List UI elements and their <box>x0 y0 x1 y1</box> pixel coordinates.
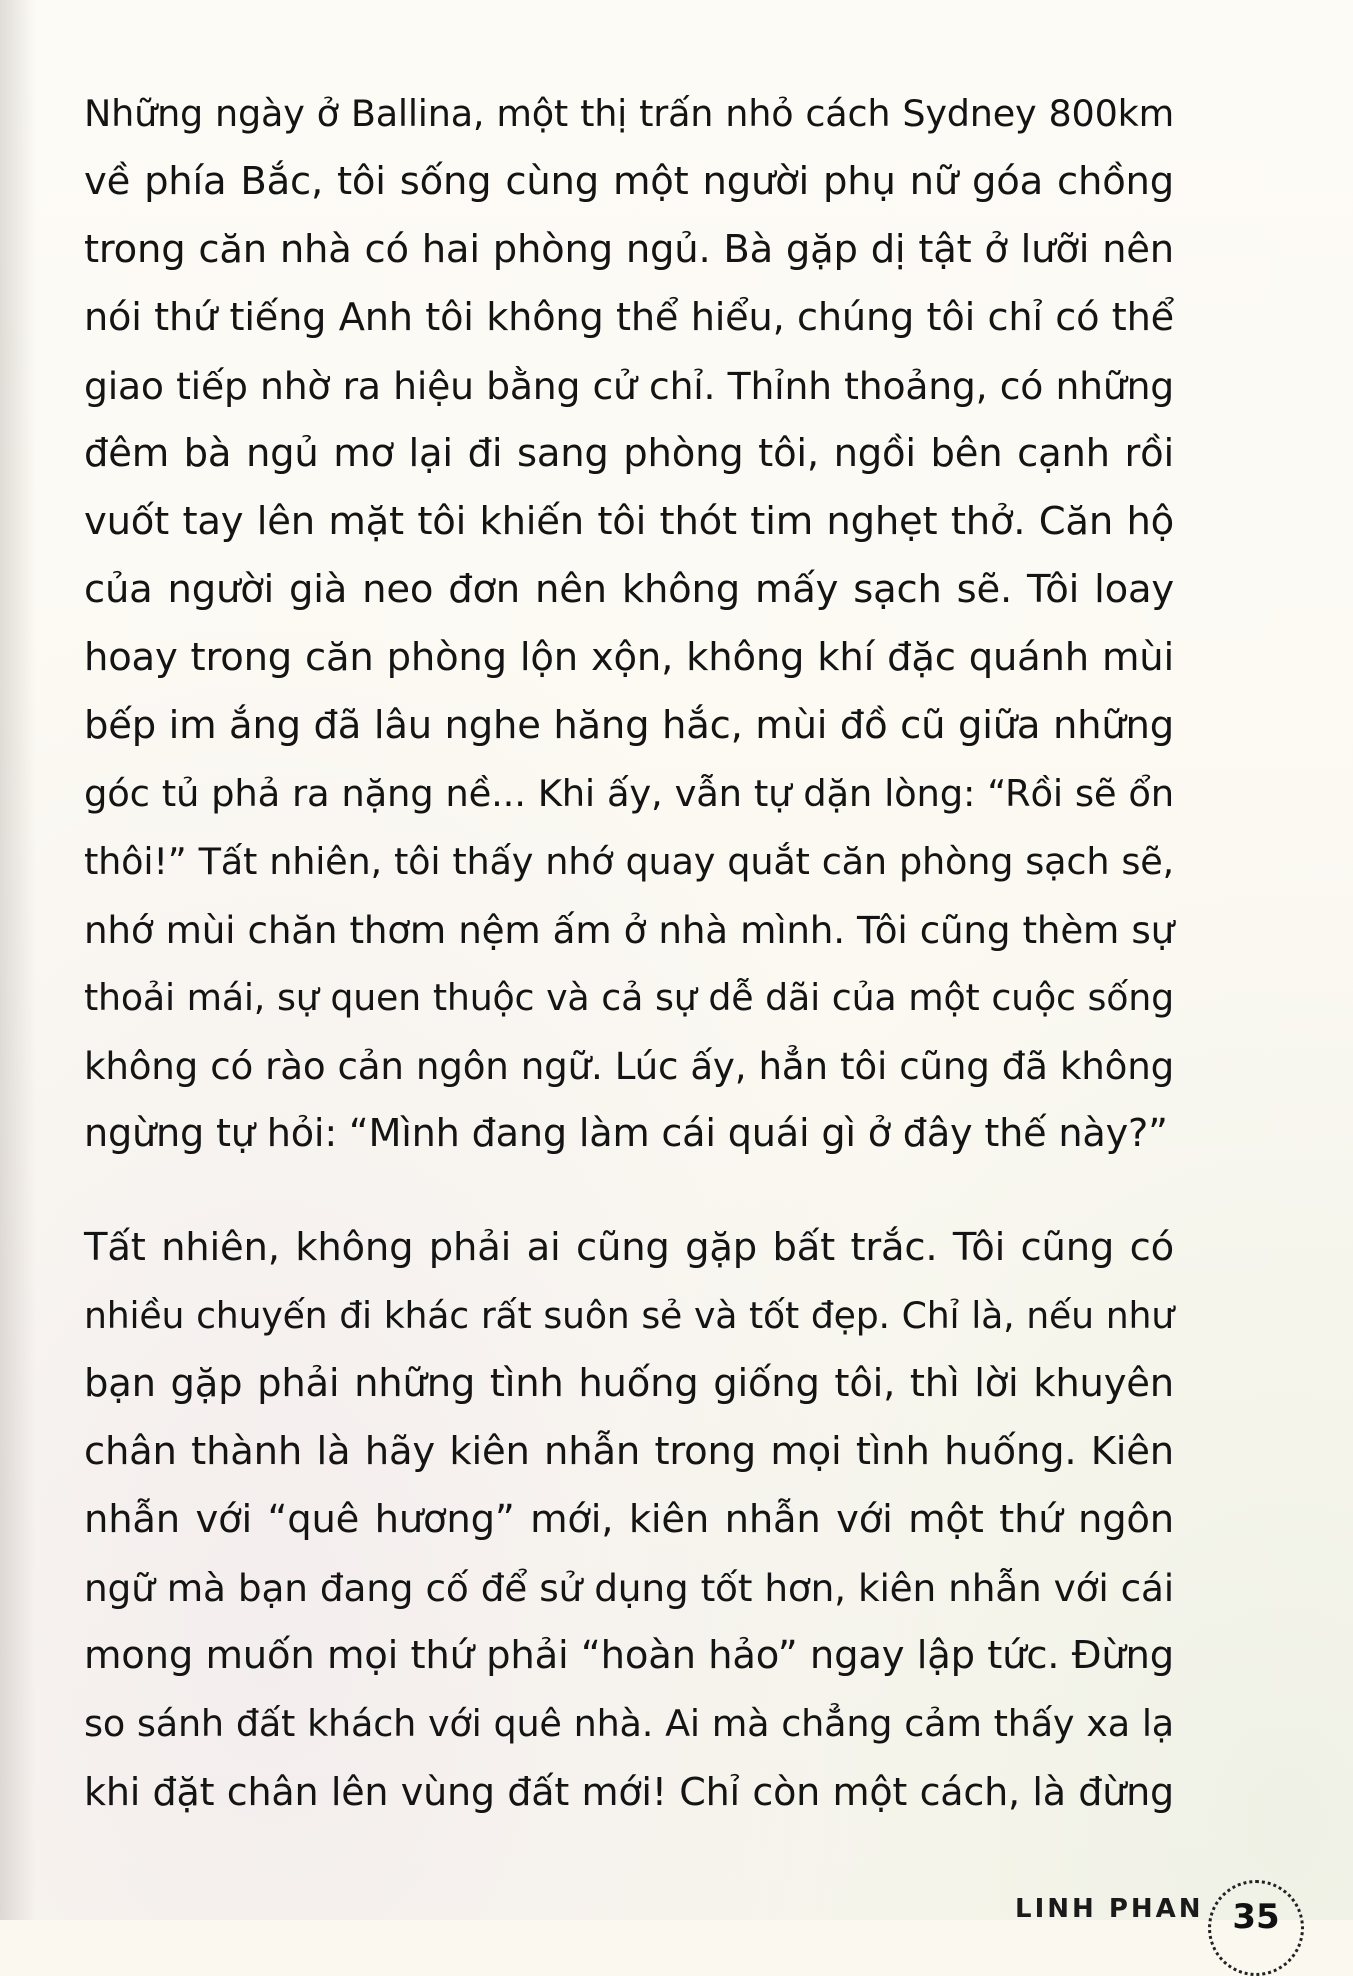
paragraph-gap <box>84 1168 1174 1214</box>
text-line: về phía Bắc, tôi sống cùng một người phụ nữ góa chồng <box>84 159 1174 204</box>
text-line: bạn gặp phải những tình huống giống tôi, thì lời khuyên <box>84 1361 1174 1406</box>
page-gutter-shadow <box>0 0 36 1920</box>
page-number: 35 <box>1232 1897 1280 1937</box>
text-line: của người già neo đơn nên không mấy sạch sẽ. Tôi loay <box>84 567 1174 612</box>
text-line: góc tủ phả ra nặng nề... Khi ấy, vẫn tự dặn lòng: “Rồi sẽ ổn <box>84 772 1174 815</box>
text-line: ngữ mà bạn đang cố để sử dụng tốt hơn, kiên nhẫn với cái <box>84 1566 1174 1610</box>
text-line: vuốt tay lên mặt tôi khiến tôi thót tim nghẹt thở. Căn hộ <box>84 499 1174 544</box>
text-line: Tất nhiên, không phải ai cũng gặp bất trắc. Tôi cũng có <box>84 1225 1174 1270</box>
text-line: khi đặt chân lên vùng đất mới! Chỉ còn một cách, là đừng <box>84 1770 1174 1814</box>
text-line: nhiều chuyến đi khác rất suôn sẻ và tốt đẹp. Chỉ là, nếu như <box>84 1294 1174 1337</box>
text-line: chân thành là hãy kiên nhẫn trong mọi tình huống. Kiên <box>84 1429 1174 1474</box>
page-number-badge <box>1208 1880 1304 1976</box>
text-line: bếp im ắng đã lâu nghe hăng hắc, mùi đồ cũ giữa những <box>84 703 1174 748</box>
text-line: nói thứ tiếng Anh tôi không thể hiểu, chúng tôi chỉ có thể <box>84 295 1174 340</box>
text-line: mong muốn mọi thứ phải “hoàn hảo” ngay lập tức. Đừng <box>84 1633 1174 1678</box>
text-line: nhẫn với “quê hương” mới, kiên nhẫn với một thứ ngôn <box>84 1497 1174 1542</box>
paragraph-2 <box>84 1214 1174 1826</box>
text-line: Những ngày ở Ballina, một thị trấn nhỏ cách Sydney 800km <box>84 92 1174 135</box>
text-line: giao tiếp nhờ ra hiệu bằng cử chỉ. Thỉnh thoảng, có những <box>84 364 1174 408</box>
text-line: ngừng tự hỏi: “Mình đang làm cái quái gì ở đây thế này?” <box>84 1112 1168 1156</box>
text-line: trong căn nhà có hai phòng ngủ. Bà gặp dị tật ở lưỡi nên <box>84 227 1174 272</box>
text-line: không có rào cản ngôn ngữ. Lúc ấy, hẳn tôi cũng đã không <box>84 1044 1174 1088</box>
running-footer-author: LINH PHAN <box>1015 1894 1204 1924</box>
page-footer <box>0 1880 1353 1937</box>
text-line: thoải mái, sự quen thuộc và cả sự dễ dãi của một cuộc sống <box>84 976 1174 1019</box>
text-line: hoay trong căn phòng lộn xộn, không khí đặc quánh mùi <box>84 635 1174 680</box>
text-line: nhớ mùi chăn thơm nệm ấm ở nhà mình. Tôi cũng thèm sự <box>84 908 1174 952</box>
text-line: thôi!” Tất nhiên, tôi thấy nhớ quay quắt căn phòng sạch sẽ, <box>84 840 1174 883</box>
paragraph-1 <box>84 80 1174 1168</box>
text-line: so sánh đất khách với quê nhà. Ai mà chẳng cảm thấy xa lạ <box>84 1702 1174 1745</box>
text-line: đêm bà ngủ mơ lại đi sang phòng tôi, ngồi bên cạnh rồi <box>84 431 1174 476</box>
body-text <box>84 80 1174 1826</box>
